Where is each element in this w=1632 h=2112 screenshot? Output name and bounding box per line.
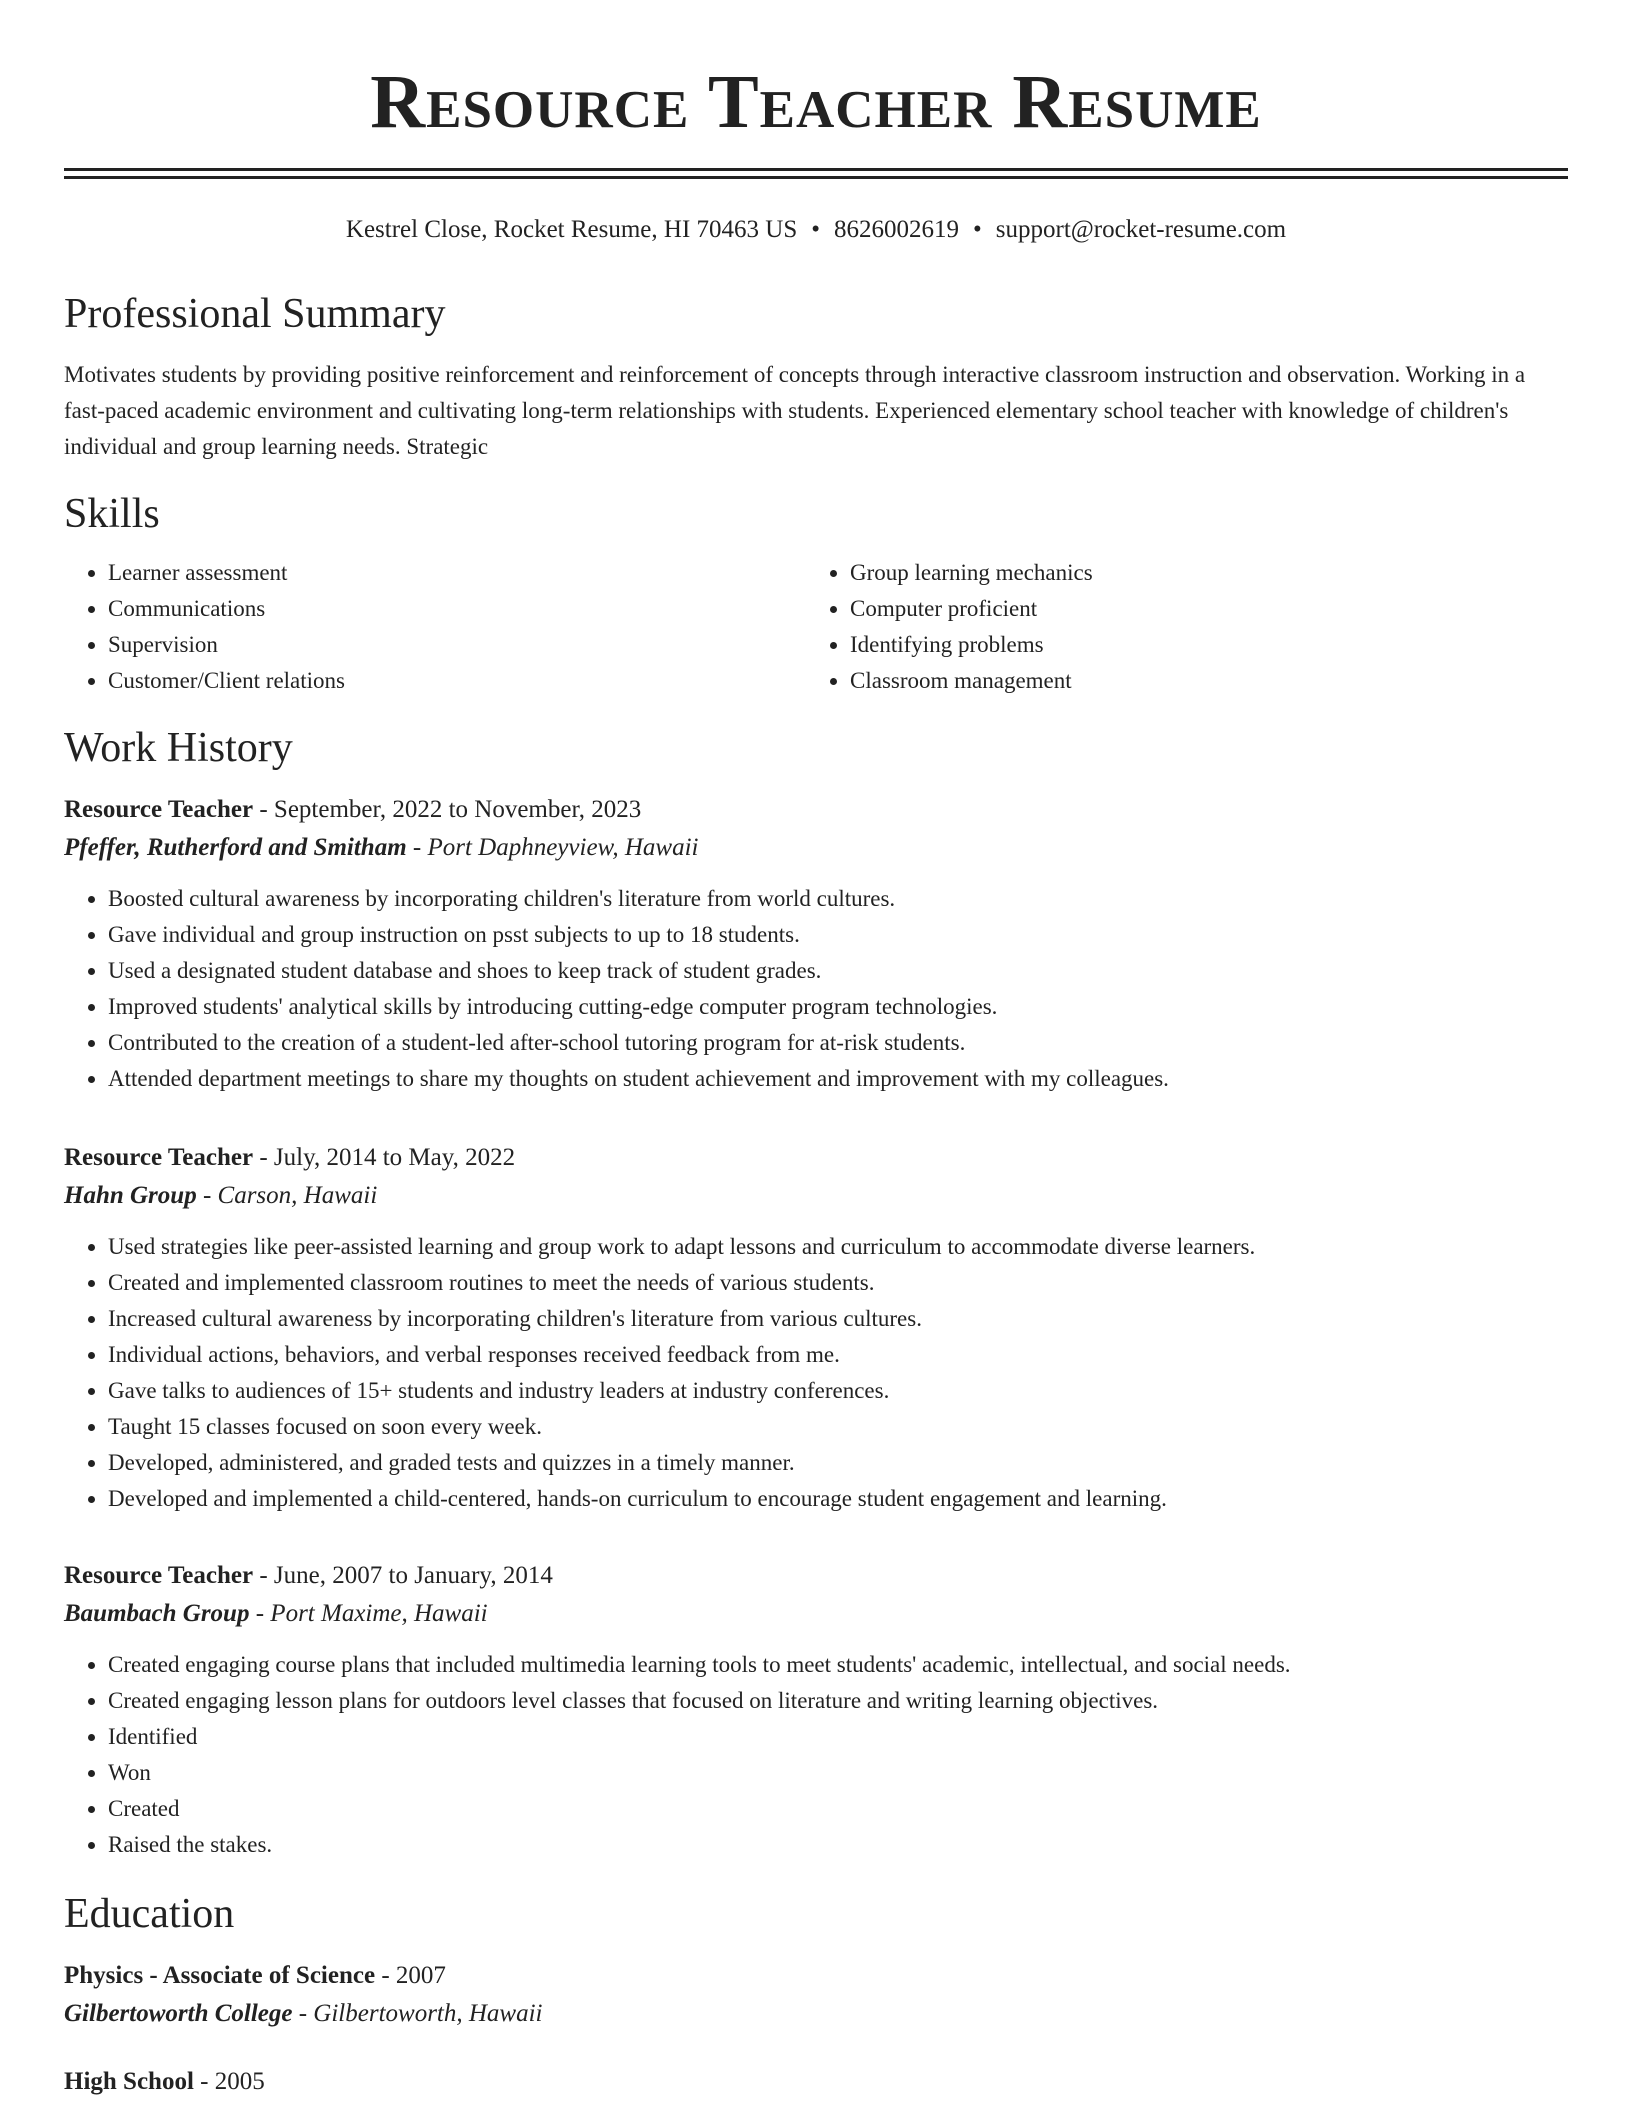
contact-separator: • (973, 216, 982, 243)
education-degree-line (64, 1957, 1568, 1995)
resume-title: Resource Teacher Resume (370, 60, 1262, 144)
job-company-line (64, 829, 1568, 867)
job-location: - Port Maxime, Hawaii (249, 1600, 488, 1627)
education-school: Gilbertoworth College (64, 2000, 293, 2027)
job-bullet: • Raised the stakes. (108, 1827, 1568, 1863)
skills-columns (64, 555, 1568, 699)
contact-phone: 8626002619 (834, 216, 960, 243)
job-company-line (64, 1595, 1568, 1633)
education-year: - 2005 (193, 2068, 265, 2095)
job-bullet: • Used strategies like peer-assisted learning and group work to adapt lessons and curriculum to accommodate diverse learners. (108, 1229, 1568, 1265)
job-entry (64, 791, 1568, 1097)
job-bullet: • Gave individual and group instruction on psst subjects to up to 18 students. (108, 917, 1568, 953)
skills-list-right (806, 555, 1093, 699)
job-title-line (64, 791, 1568, 829)
skill-item: • Supervision (108, 627, 806, 663)
job-bullet: • Increased cultural awareness by incorporating children's literature from various cultures. (108, 1301, 1568, 1337)
skill-item: • Classroom management (850, 663, 1093, 699)
job-company: Pfeffer, Rutherford and Smitham (64, 834, 407, 861)
job-dates: - June, 2007 to January, 2014 (253, 1562, 553, 1589)
job-bullets (64, 1647, 1568, 1863)
job-bullet: • Individual actions, behaviors, and verbal responses received feedback from me. (108, 1337, 1568, 1373)
job-company: Hahn Group (64, 1182, 197, 1209)
job-bullet: • Developed, administered, and graded tests and quizzes in a timely manner. (108, 1445, 1568, 1481)
job-bullet: • Used a designated student database and shoes to keep track of student grades. (108, 953, 1568, 989)
job-location: - Carson, Hawaii (196, 1182, 378, 1209)
title-double-rule (64, 168, 1568, 179)
education-school-line (64, 1995, 1568, 2033)
job-company: Baumbach Group (64, 1600, 250, 1627)
job-bullets (64, 881, 1568, 1097)
job-bullet: • Contributed to the creation of a student-led after-school tutoring program for at-risk students. (108, 1025, 1568, 1061)
job-bullet: • Created and implemented classroom routines to meet the needs of various students. (108, 1265, 1568, 1301)
job-bullet: • Created (108, 1791, 1568, 1827)
contact-separator: • (811, 216, 821, 243)
education-degree: High School (64, 2068, 194, 2095)
job-company-line (64, 1177, 1568, 1215)
contact-line (64, 215, 1568, 245)
job-dates: - September, 2022 to November, 2023 (253, 796, 642, 823)
job-bullet: • Created engaging lesson plans for outdoors level classes that focused on literature and writing learning objectives. (108, 1683, 1568, 1719)
education-heading: Education (64, 1891, 235, 1937)
skill-item: • Identifying problems (850, 627, 1093, 663)
job-entry (64, 1557, 1568, 1863)
work-history-heading: Work History (64, 725, 293, 771)
job-bullet: • Improved students' analytical skills by introducing cutting-edge computer program technologies. (108, 989, 1568, 1025)
job-bullet: • Won (108, 1755, 1568, 1791)
job-bullet: • Identified (108, 1719, 1568, 1755)
education-degree-line (64, 2063, 1568, 2101)
skill-item: • Communications (108, 591, 806, 627)
job-bullet: • Developed and implemented a child-centered, hands-on curriculum to encourage student engagement and learning. (108, 1481, 1568, 1517)
education-location: - Gilbertoworth, Hawaii (292, 2000, 543, 2027)
job-bullet: • Created engaging course plans that included multimedia learning tools to meet students' academic, intellectual, and social needs. (108, 1647, 1568, 1683)
job-title: Resource Teacher (64, 796, 254, 823)
job-dates: - July, 2014 to May, 2022 (253, 1144, 516, 1171)
education-year: - 2007 (375, 1962, 446, 1989)
skill-item: • Customer/Client relations (108, 663, 806, 699)
job-location: - Port Daphneyview, Hawaii (406, 834, 699, 861)
job-bullet: • Gave talks to audiences of 15+ students and industry leaders at industry conferences. (108, 1373, 1568, 1409)
skills-list-left (64, 555, 806, 699)
job-bullet: • Boosted cultural awareness by incorporating children's literature from world cultures. (108, 881, 1568, 917)
skill-item: • Group learning mechanics (850, 555, 1093, 591)
education-entry (64, 2063, 1568, 2101)
contact-email: support@rocket-resume.com (995, 216, 1287, 243)
job-title: Resource Teacher (64, 1144, 254, 1171)
job-title-line (64, 1557, 1568, 1595)
skill-item: • Learner assessment (108, 555, 806, 591)
education-degree: Physics - Associate of Science (64, 1962, 376, 1989)
education-entry (64, 1957, 1568, 2033)
job-title: Resource Teacher (64, 1562, 254, 1589)
summary-text: Motivates students by providing positive reinforcement and reinforcement of concepts through interactive classroom instruction and observation. Working in a fast-paced academic environment and cultivating long-term relationships with students. Experienced elementary school teacher with knowledge of children's individual and group learning needs. Strategic (64, 362, 1526, 459)
job-bullets (64, 1229, 1568, 1517)
summary-heading: Professional Summary (64, 291, 446, 337)
job-bullet: • Taught 15 classes focused on soon every week. (108, 1409, 1568, 1445)
job-entry (64, 1139, 1568, 1517)
job-bullet: • Attended department meetings to share my thoughts on student achievement and improvement with my colleagues. (108, 1061, 1568, 1097)
contact-address: Kestrel Close, Rocket Resume, HI 70463 US (345, 216, 798, 243)
skill-item: • Computer proficient (850, 591, 1093, 627)
skills-heading: Skills (64, 491, 160, 537)
job-title-line (64, 1139, 1568, 1177)
